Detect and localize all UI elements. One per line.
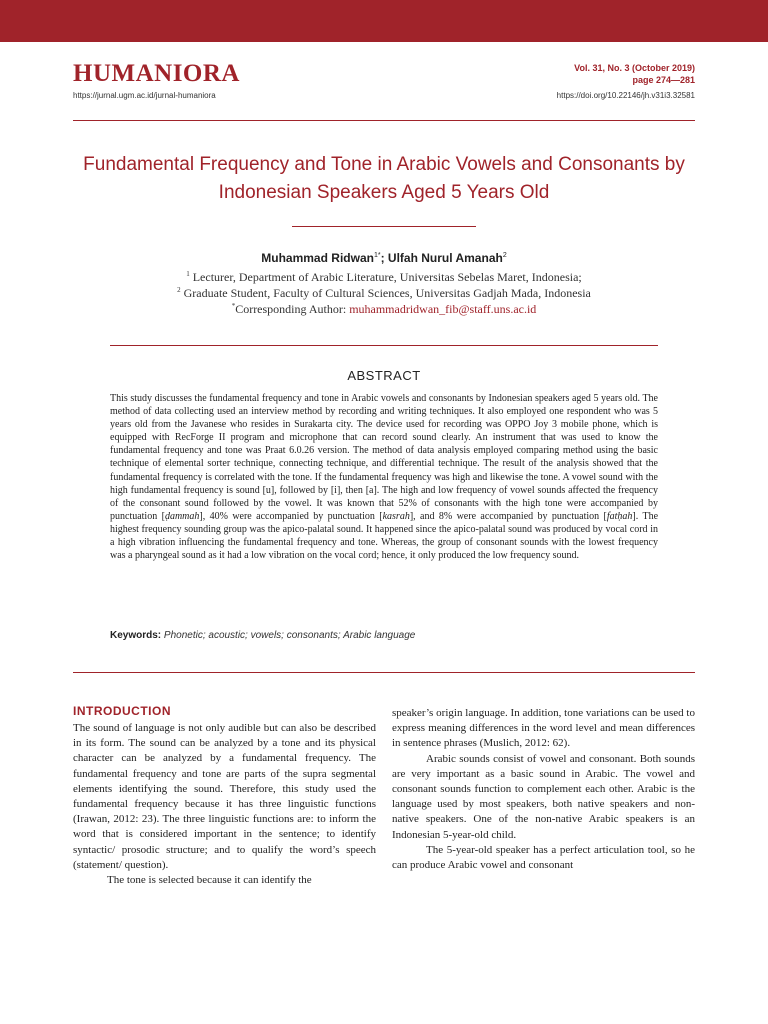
- abstract-segment: ]. The highest frequency sounding group was the apico-palatal sound. It happened since the apico-palatal sound was produced by vocal cord in a high vibration influencing the fundamental frequency and tone. Whereas, the group of consonant sounds with the lowest frequency was a pharyngeal sound as it had a low vibration on the vocal cord; hence, it only produced the low frequency sound.: [110, 510, 659, 562]
- affiliation-1: [73, 270, 695, 285]
- author-list: [73, 251, 695, 265]
- paragraph: speaker’s origin language. In addition, tone variations can be used to express meaning differences in the word level and mean differences in sentence phrases (Muslich, 2012: 62).: [392, 707, 695, 750]
- affil-text: Graduate Student, Faculty of Cultural Sciences, Universitas Gadjah Mada, Indonesia: [180, 286, 591, 300]
- corr-mark: *: [231, 302, 236, 310]
- author-affil-mark: 2: [502, 252, 507, 259]
- abstract-text: [110, 392, 658, 562]
- affiliation-2: [73, 286, 695, 301]
- paragraph: The tone is selected because it can identify the: [107, 874, 312, 887]
- affil-text: Lecturer, Department of Arabic Literature, Universitas Sebelas Maret, Indonesia;: [189, 270, 582, 284]
- abstract-segment: ], 40% were accompanied by punctuation [: [199, 510, 383, 522]
- doi-link[interactable]: https://doi.org/10.22146/jh.v31i3.32581: [556, 91, 695, 100]
- title-divider: [292, 226, 476, 227]
- journal-url[interactable]: https://jurnal.ugm.ac.id/jurnal-humaniora: [73, 91, 216, 100]
- author-separator: ;: [380, 251, 388, 265]
- corr-label: Corresponding Author:: [235, 302, 350, 316]
- keywords-line: [110, 630, 658, 641]
- journal-name: HUMANIORA: [73, 60, 240, 87]
- intro-right-column: [392, 706, 695, 873]
- introduction-heading: INTRODUCTION: [73, 704, 171, 718]
- paragraph: The 5-year-old speaker has a perfect articulation tool, so he can produce Arabic vowel and consonant: [392, 843, 695, 872]
- author-affil-mark: 1*: [373, 252, 381, 259]
- keywords-list: Phonetic; acoustic; vowels; consonants; Arabic language: [161, 630, 416, 641]
- abstract-segment: ], and 8% were accompanied by punctuation [: [409, 510, 607, 522]
- abstract-top-divider: [110, 345, 658, 346]
- article-title: Fundamental Frequency and Tone in Arabic Vowels and Consonants by Indonesian Speakers Aged 5 Years Old: [83, 154, 685, 203]
- abstract-segment: This study discusses the fundamental frequency and tone in Arabic vowels and consonants by Indonesian speakers aged 5 years old. The method of data collecting used an interview method by recording and writing techniques. It also employed one respondent who was 5 years old from the Javanese who resides in Surakarta city. The device used for recording was OPPO Joy 3 mobile phone, which is equipped with RecForge II program and microphone that can record sound clearly. An instrument that was used to know the fundamental frequency and tone was Praat 6.0.26 version. The method of data analysis employed comparing method using the basic technique of elemental sorter technique, connecting technique, and differential technique. The result of the analysis showed that the fundamental frequency is correlated with the tone. If the fundamental frequency was high and likewise the tone. A vowel sound with the high fundamental frequency is sound [u], followed by [i], then [a]. The high and low frequency of vowel sounds affected the frequency of the consonant sound followed by the vowel. It was known that 52% of consonants with the high tone were accompanied by punctuation [: [110, 393, 658, 522]
- abstract-term: fatḥah: [606, 510, 633, 522]
- keywords-label: Keywords:: [110, 630, 162, 641]
- intro-left-column: [73, 721, 376, 888]
- author-name: Muhammad Ridwan: [261, 251, 374, 265]
- volume-info: Vol. 31, No. 3 (October 2019): [574, 63, 695, 73]
- affil-mark: 2: [177, 286, 181, 294]
- abstract-term: ḍammah: [164, 510, 200, 522]
- corresponding-author: [73, 302, 695, 317]
- affil-mark: 1: [186, 270, 190, 278]
- abstract-heading: ABSTRACT: [347, 368, 421, 383]
- corresponding-email[interactable]: muhammadridwan_fib@staff.uns.ac.id: [349, 302, 537, 316]
- paragraph: The sound of language is not only audible but can also be described in its form. The sound can be analyzed by a tone and its physical character can be analyzed by a fundamental frequency. The fundamental frequency and tone are parts of the supra segmental elements identifying the sound. Therefore, this study used the fundamental frequency because it has three linguistic functions (Irawan, 2012: 23). The three linguistic functions are: to inform the word that is considered important in the sentence; to identify syntactic/ prosodic structure; and to qualify the word’s speech (statement/ question).: [73, 722, 376, 871]
- author-name: Ulfah Nurul Amanah: [387, 251, 503, 265]
- section-divider: [73, 672, 695, 673]
- header-divider: [73, 120, 695, 121]
- page-range: page 274—281: [632, 75, 695, 85]
- abstract-term: kasrah: [382, 510, 410, 522]
- paragraph: Arabic sounds consist of vowel and consonant. Both sounds are very important as a basic sound in Arabic. The vowel and consonant sounds function to complement each other. Arabic is the language used by most speakers, both native speakers and non-native speakers. One of the non-native Arabic speakers is an Indonesian 5-year-old child.: [392, 752, 695, 841]
- header-band: [0, 0, 768, 42]
